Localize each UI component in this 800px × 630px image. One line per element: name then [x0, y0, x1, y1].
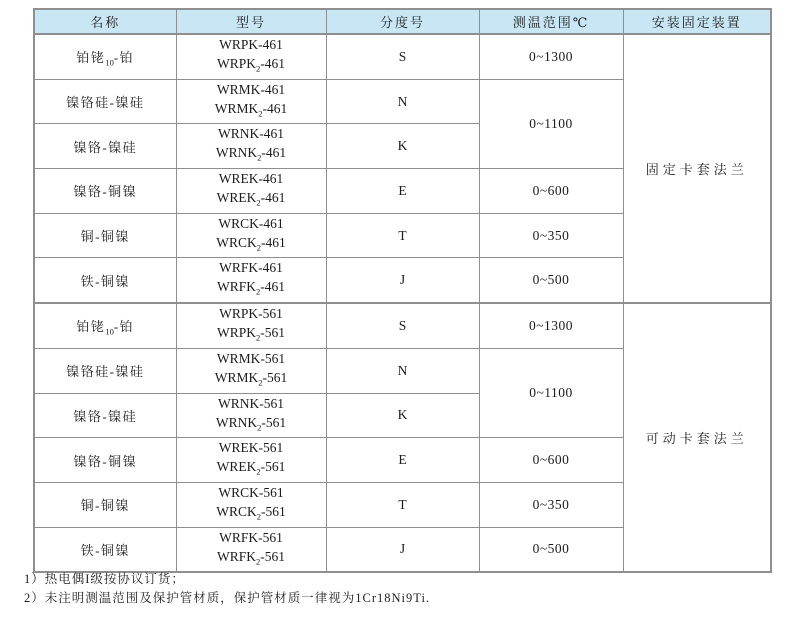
model2-prefix: WRFK: [216, 279, 256, 295]
name-text: 铂铑: [76, 318, 106, 334]
temp-range-cell: 0~350: [479, 213, 623, 258]
graduation-cell: N: [326, 348, 479, 393]
footnote-2: 2）未注明测温范围及保护管材质，保护管材质一律视为1Cr18Ni9Ti.: [24, 591, 431, 605]
graduation-cell: K: [326, 124, 479, 169]
name-text: 镍铬硅-镍硅: [66, 364, 145, 380]
model2-subscript: 2: [256, 556, 261, 567]
model-line-1: WRPK-461: [219, 37, 283, 52]
model-cell: [176, 527, 326, 572]
table-row: [34, 34, 771, 79]
model-line-2: [177, 368, 326, 393]
model-line-2: [177, 277, 326, 302]
model2-subscript: 2: [256, 63, 261, 74]
model2-prefix: WRNK: [215, 414, 258, 430]
model-cell: [176, 169, 326, 214]
model-cell: [176, 213, 326, 258]
model-line-2: [177, 502, 326, 527]
model2-suffix: -561: [260, 325, 285, 341]
model-line-2: [177, 54, 326, 79]
name-text: 镍铬-镍硅: [73, 408, 138, 424]
column-header-model: 型号: [176, 9, 326, 34]
temp-range-cell: 0~1100: [479, 348, 623, 437]
model-line-1: WREK-561: [218, 440, 284, 456]
name-cell: [34, 34, 176, 79]
graduation-cell: T: [326, 482, 479, 527]
model2-prefix: WREK: [216, 190, 257, 206]
model-cell: [176, 348, 326, 393]
name-text: 镍铬-铜镍: [73, 453, 138, 469]
name-subscript: 10: [105, 326, 114, 337]
model2-subscript: 2: [258, 108, 263, 119]
temp-range-cell: 0~1300: [479, 303, 623, 348]
graduation-cell: S: [326, 303, 479, 348]
footnote-1: 1）热电偶I级按协议订货；: [24, 572, 185, 586]
model-line-1: WRCK-561: [218, 484, 284, 500]
graduation-cell: E: [326, 169, 479, 214]
model-line-1: WRCK-461: [218, 215, 284, 231]
model-cell: [176, 124, 326, 169]
model2-suffix: -461: [261, 234, 286, 250]
model-line-1: WRPK-561: [219, 306, 283, 322]
name-subscript: 10: [105, 57, 114, 68]
model2-suffix: -461: [260, 56, 285, 71]
model2-subscript: 2: [256, 332, 261, 343]
model-line-2: [177, 547, 326, 572]
model2-prefix: WRMK: [214, 100, 259, 116]
name-cell: [34, 124, 176, 169]
header-row: [34, 9, 771, 34]
temp-range-cell: 0~500: [479, 527, 623, 572]
model2-prefix: WRCK: [216, 503, 257, 519]
model-cell: [176, 438, 326, 483]
thermocouple-spec-table: [33, 8, 772, 573]
graduation-cell: N: [326, 79, 479, 124]
model2-prefix: WRNK: [215, 145, 258, 161]
name-text: 镍铬-镍硅: [73, 139, 138, 155]
name-tail: -铂: [113, 318, 135, 334]
name-cell: [34, 213, 176, 258]
model2-subscript: 2: [256, 287, 261, 298]
mounting-cell: 固定卡套法兰: [623, 34, 771, 303]
temp-range-cell: 0~350: [479, 482, 623, 527]
model2-suffix: -461: [261, 145, 287, 161]
model-line-2: [177, 323, 326, 348]
name-text: 镍铬硅-镍硅: [66, 95, 145, 111]
model2-suffix: -461: [260, 279, 285, 295]
model-line-1: WREK-461: [218, 171, 284, 187]
temp-range-cell: 0~1300: [479, 34, 623, 79]
model-cell: [176, 482, 326, 527]
column-header-mounting: 安装固定装置: [623, 9, 771, 34]
name-text: 铁-铜镍: [80, 273, 130, 289]
name-cell: [34, 348, 176, 393]
model2-subscript: 2: [256, 466, 261, 477]
model-line-2: [177, 143, 326, 168]
mounting-cell: 可动卡套法兰: [623, 303, 771, 572]
model-line-1: WRMK-461: [216, 81, 286, 97]
model2-suffix: -561: [261, 414, 287, 430]
model2-subscript: 2: [256, 242, 261, 253]
graduation-cell: T: [326, 213, 479, 258]
model-line-1: WRNK-561: [218, 395, 284, 411]
name-cell: [34, 79, 176, 124]
model2-prefix: WRPK: [216, 56, 256, 71]
model-line-2: [177, 413, 326, 438]
column-header-temp-range: 测温范围℃: [479, 9, 623, 34]
temp-range-cell: 0~600: [479, 169, 623, 214]
name-text: 铁-铜镍: [80, 542, 130, 558]
model-line-2: [177, 457, 326, 482]
model2-prefix: WRFK: [216, 548, 256, 564]
model-cell: [176, 393, 326, 438]
name-cell: [34, 527, 176, 572]
graduation-cell: E: [326, 438, 479, 483]
model-line-2: [177, 99, 326, 124]
model-line-1: WRFK-561: [219, 529, 283, 545]
model2-subscript: 2: [258, 377, 263, 388]
model-line-1: WRNK-461: [218, 126, 284, 142]
graduation-cell: J: [326, 527, 479, 572]
model2-subscript: 2: [257, 153, 262, 164]
name-cell: [34, 438, 176, 483]
name-text: 铜-铜镍: [80, 229, 130, 245]
model2-prefix: WRPK: [216, 325, 256, 341]
model-line-1: WRMK-561: [216, 350, 286, 366]
model2-suffix: -561: [262, 369, 288, 385]
graduation-cell: J: [326, 258, 479, 303]
graduation-cell: K: [326, 393, 479, 438]
model-cell: [176, 34, 326, 79]
name-text: 铜-铜镍: [80, 498, 130, 514]
graduation-cell: S: [326, 34, 479, 79]
model2-prefix: WRMK: [214, 369, 259, 385]
model-line-1: WRFK-461: [219, 260, 283, 276]
temp-range-cell: 0~600: [479, 438, 623, 483]
column-header-graduation: 分度号: [326, 9, 479, 34]
name-cell: [34, 393, 176, 438]
model-line-2: [177, 233, 326, 258]
footnotes: [24, 570, 430, 608]
name-text: 镍铬-铜镍: [73, 184, 138, 200]
model-line-2: [177, 188, 326, 213]
name-cell: [34, 169, 176, 214]
model-cell: [176, 303, 326, 348]
model2-suffix: -461: [260, 190, 286, 206]
temp-range-cell: 0~1100: [479, 79, 623, 168]
model2-prefix: WREK: [216, 459, 257, 475]
model2-suffix: -561: [260, 459, 286, 475]
model-cell: [176, 258, 326, 303]
table-row: [34, 303, 771, 348]
model2-subscript: 2: [256, 511, 261, 522]
model2-suffix: -561: [261, 503, 286, 519]
name-text: 铂铑: [76, 49, 106, 65]
name-tail: -铂: [113, 49, 135, 65]
model2-prefix: WRCK: [216, 234, 257, 250]
model2-subscript: 2: [256, 197, 261, 208]
column-header-name: 名称: [34, 9, 176, 34]
name-cell: [34, 482, 176, 527]
model2-subscript: 2: [257, 422, 262, 433]
name-cell: [34, 303, 176, 348]
temp-range-cell: 0~500: [479, 258, 623, 303]
name-cell: [34, 258, 176, 303]
model-cell: [176, 79, 326, 124]
model2-suffix: -461: [262, 100, 288, 116]
model2-suffix: -561: [260, 548, 285, 564]
